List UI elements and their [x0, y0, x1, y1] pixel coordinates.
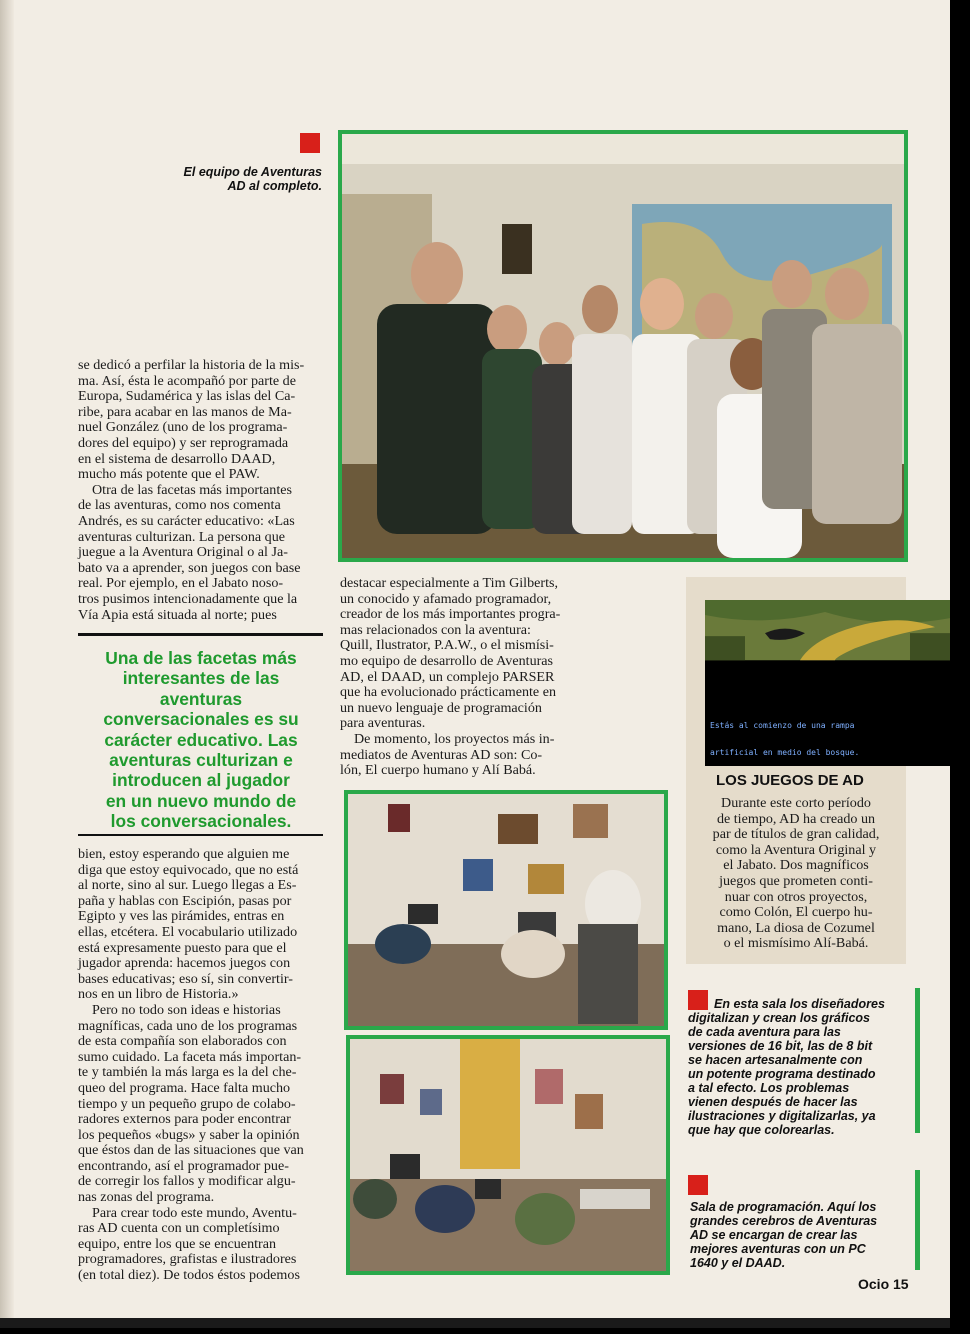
pullquote-rule-top	[78, 633, 323, 636]
programming-room-photo	[346, 1035, 670, 1275]
team-caption: El equipo de Aventuras AD al completo.	[183, 165, 322, 193]
scan-border	[960, 0, 970, 1334]
team-photo-image	[342, 134, 904, 558]
programming-room-caption: Sala de programación. Aquí los grandes cerebros de Aventuras AD se encargan de crear las mejores aventuras con un PC 1640 y el DAAD.	[690, 1200, 878, 1270]
design-room-photo	[344, 790, 668, 1030]
game-screen-text: Estás al comienzo de una rampa artificial en medio del bosque.	[710, 721, 860, 757]
design-room-image	[348, 794, 664, 1026]
game-screen	[705, 600, 950, 766]
sidebar-title: LOS JUEGOS DE AD	[716, 772, 864, 789]
pullquote-rule-bottom	[78, 834, 323, 836]
page-gutter	[0, 0, 14, 1318]
caption-marker	[300, 133, 320, 153]
caption-green-bar-1	[915, 988, 920, 1133]
game-screen-graphic	[705, 600, 950, 700]
page-number: Ocio 15	[858, 1276, 909, 1292]
team-photo	[338, 130, 908, 562]
column1-text-bottom: bien, estoy esperando que alguien me diga que estoy equivocado, que no está al norte, sino al sur. Luego llegas a Es- paña y hablas con Escipión, pasas por Egipto y ves las pirámides, entras en ellas, etcétera. El vocabulario utilizado está expresamente puesto para que el jugador aprenda: hacemos juegos con bases educativas; eso sí, sin convertir- nos en un libro de Historia.» Pero no todo son ideas e historias magníficas, cada uno de los programas de esta compañía son elaborados con sumo cuidado. La faceta más importan- te y también la más larga es la del che- queo del programa. Hace falta mucho tiempo y un pequeño grupo de colabo- radores externos para poder encontrar los pequeños «bugs» y saber la opinión que éstos dan de las situaciones que van encontrando, así el programador pue- de corregir los fallos y modificar algu- nas zonas del programa. Para crear todo este mundo, Aventu- ras AD cuenta con un completísimo equipo, entre los que se encuentran programadores, grafistas e ilustradores (en total diez). De todos éstos podemos	[78, 846, 304, 1284]
design-room-caption: En esta sala los diseñadores digitalizan y crean los gráficos de cada aventura para las versiones de 16 bit, las de 8 bit se hacen artesanalmente con un potente programa destinado a tal efecto. Los problemas vienen después de hacer las ilustraciones y digitalizarlas, ya que hay que colorearlas.	[688, 997, 885, 1137]
column1-text-top: se dedicó a perfilar la historia de la mis- ma. Así, ésta le acompañó por parte de Europa, Sudamérica y las islas del Ca- ribe, para acabar en las manos de Ma- nuel González (uno de los programa- dores del equipo) y ser reprogramada en el sistema de desarrollo DAAD, mucho más potente que el PAW. Otra de las facetas más importantes de las aventuras, como nos comenta Andrés, es su carácter educativo: «Las aventuras culturizan. La persona que juegue a la Aventura Original o al Ja- bato va a aprender, son juegos con base real. Por ejemplo, en el Jabato noso- tros pusimos intencionadamente que la Vía Apia está situada al norte; pues	[78, 357, 305, 623]
caption-marker	[688, 1175, 708, 1195]
sidebar-text: Durante este corto período de tiempo, AD ha creado un par de títulos de gran calidad, como la Aventura Original y el Jabato. Dos magníficos juegos que prometen conti- nuar con otros proyectos, como Colón, El cuerpo hu- mano, La diosa de Cozumel o el mismísimo Alí-Babá.	[712, 795, 880, 952]
caption-green-bar-2	[915, 1170, 920, 1270]
column2-text: destacar especialmente a Tim Gilberts, un conocido y afamado programador, creador de los más importantes progra- mas relacionados con la aventura: Quill, Ilustrator, P.A.W., o el mismísi- mo equipo de desarrollo de Aventuras AD, el DAAD, un complejo PARSER que ha evolucionado prácticamente en un nuevo lenguaje de programación para aventuras. De momento, los proyectos más in- mediatos de Aventuras AD son: Co- lón, El cuerpo humano y Alí Babá.	[340, 575, 561, 779]
programming-room-image	[350, 1039, 666, 1271]
pullquote: Una de las facetas más interesantes de las aventuras conversacionales es su carácter educativo. Las aventuras culturizan e introducen al jugador en un nuevo mundo de los conversacionales.	[103, 648, 299, 832]
